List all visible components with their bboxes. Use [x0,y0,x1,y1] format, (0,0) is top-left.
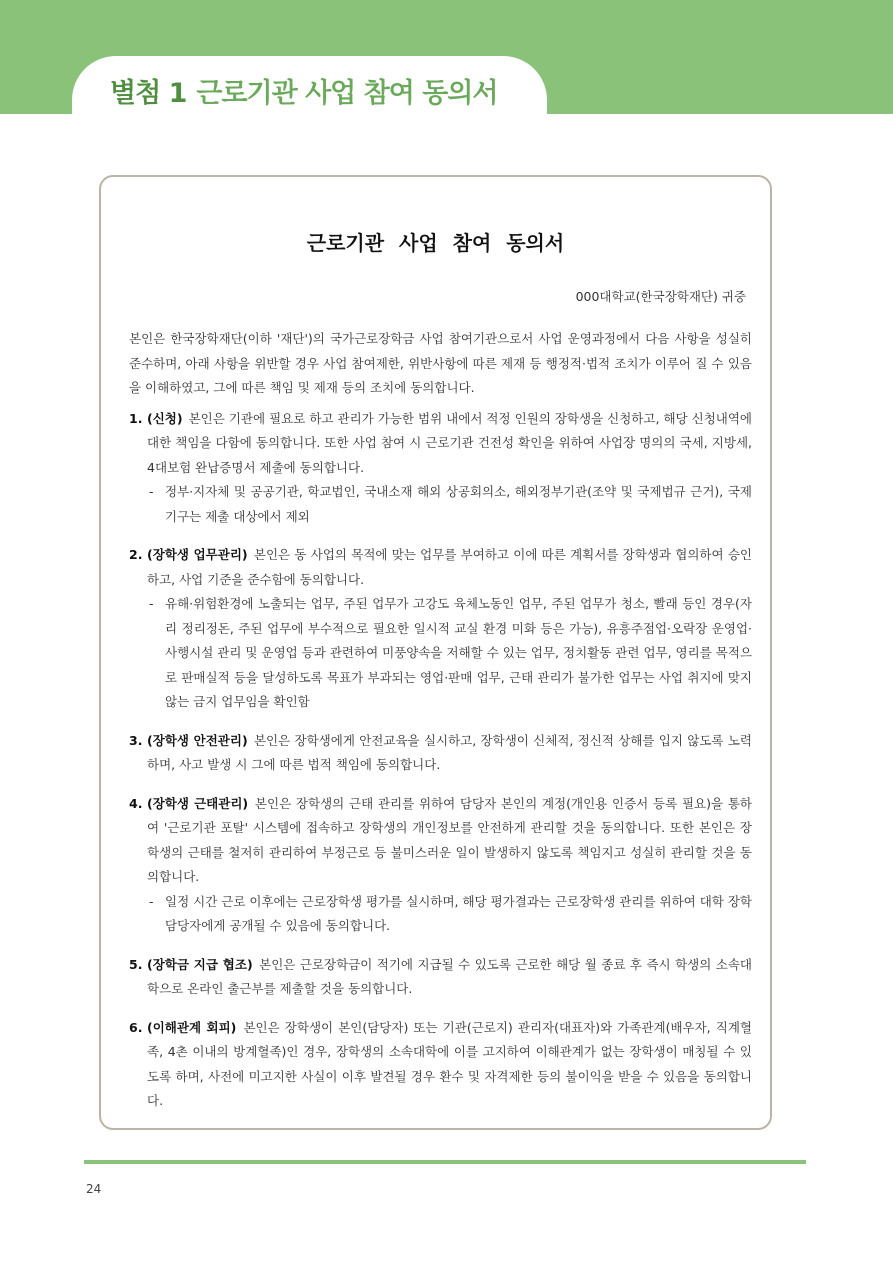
subnote-text: 유해·위험환경에 노출되는 업무, 주된 업무가 고강도 육체노동인 업무, 주된 업무가 청소, 빨래 등인 경우(자리 정리정돈, 주된 업무에 부수적으로 필요한 일시적 교실 환경 미화 등은 가능), 유흥주점업·오락장 운영업·사행시설 관리 및 운영업 등과 관련하여 미풍양속을 저해할 수 있는 업무, 정치활동 관련 업무, 영리를 목적으로 판매실적 등을 달성하도록 목표가 부과되는 영업·판매 업무, 근태 관리가 불가한 업무는 사업 취지에 맞지 않는 금지 업무임을 확인함 [165,596,752,709]
intro-paragraph: 본인은 한국장학재단(이하 '재단')의 국가근로장학금 사업 참여기관으로서 사업 운영과정에서 다음 사항을 성실히 준수하며, 아래 사항을 위반할 경우 사업 참여제한, 위반사항에 따른 제재 등 행정적·법적 조치가 이루어 질 수 있음을 이해하였고, 그에 따른 책임 및 제재 등의 조치에 동의합니다. [129,331,752,395]
clause-text: 본인은 동 사업의 목적에 맞는 업무를 부여하고 이에 따른 계획서를 장학생과 협의하여 승인하고, 사업 기준을 준수함에 동의합니다. [147,547,752,587]
page-number: 24 [86,1182,102,1196]
clause-heading: (신청) [147,410,183,426]
header-label: 별첨 1 [110,78,187,109]
footer-divider [84,1160,806,1164]
clause-text: 본인은 장학생에게 안전교육을 실시하고, 장학생이 신체적, 정신적 상해를 입지 않도록 노력하며, 사고 발생 시 그에 따른 법적 책임에 동의합니다. [147,732,752,772]
document-recipient: 000대학교(한국장학재단) 귀중 [575,289,746,304]
clause-heading: (장학생 근태관리) [147,795,249,811]
dash-marker: - [149,596,154,611]
clause-number: 2. [129,547,143,562]
clause-number: 1. [129,410,143,426]
clause-number: 5. [129,956,143,972]
clause-text: 본인은 장학생의 근태 관리를 위하여 담당자 본인의 계정(개인용 인증서 등록 필요)을 통하여 '근로기관 포탈' 시스템에 접속하고 장학생의 개인정보를 안전하게 관리할 것을 동의합니다. 또한 본인은 장학생의 근태를 철저히 관리하여 부정근로 등 불미스러운 일이 발생하지 않도록 책임지고 성실히 관리할 것을 동의합니다. [147,795,752,884]
consent-form-box [99,175,772,1130]
clause-text: 본인은 장학생이 본인(담당자) 또는 기관(근로지) 관리자(대표자)와 가족관계(배우자, 직계혈족, 4촌 이내의 방계혈족)인 경우, 장학생의 소속대학에 이를 고지하여 이해관계가 없는 장학생이 매칭될 수 있도록 하며, 사전에 미고지한 사실이 이후 발견될 경우 환수 및 자격제한 등의 불이익을 받을 수 있음을 동의합니다. [147,1019,752,1108]
subnote-text: 일정 시간 근로 이후에는 근로장학생 평가를 실시하며, 해당 평가결과는 근로장학생 관리를 위하여 대학 장학담당자에게 공개될 수 있음에 동의합니다. [165,893,752,933]
clause-subnote [147,480,752,529]
header-title: 근로기관 사업 참여 동의서 [196,78,498,109]
clause-application [129,407,752,530]
document-title: 근로기관 사업 참여 동의서 [306,231,565,255]
clause-text: 본인은 근로장학금이 적기에 지급될 수 있도록 근로한 해당 월 종료 후 즉시 학생의 소속대학으로 온라인 출근부를 제출할 것을 동의합니다. [147,956,752,996]
page-header [110,71,497,110]
subnote-text: 정부·지자체 및 공공기관, 학교법인, 국내소재 해외 상공회의소, 해외정부기관(조약 및 국제법규 근거), 국제기구는 제출 대상에서 제외 [165,484,752,524]
clause-number: 3. [129,732,143,748]
clause-attendance-management [129,792,752,939]
clause-heading: (이해관계 회피) [147,1019,237,1035]
clause-subnote [147,890,752,939]
clause-heading: (장학생 안전관리) [147,732,248,748]
clause-text: 본인은 기관에 필요로 하고 관리가 가능한 범위 내에서 적정 인원의 장학생을 신청하고, 해당 신청내역에 대한 책임을 다함에 동의합니다. 또한 사업 참여 시 근로기관 건전성 확인을 위하여 사업장 명의의 국세, 지방세, 4대보험 완납증명서 제출에 동의합니다. [147,410,752,475]
clause-work-management [129,543,752,715]
clause-conflict-of-interest [129,1016,752,1114]
clause-number: 4. [129,795,143,811]
clause-payment-cooperation [129,953,752,1002]
clause-number: 6. [129,1019,143,1035]
dash-marker: - [149,484,154,499]
dash-marker: - [149,893,154,909]
document-content [129,327,752,1128]
clause-subnote [147,592,752,715]
clause-safety-management [129,729,752,778]
clause-heading: (장학생 업무관리) [147,547,248,562]
clause-heading: (장학금 지급 협조) [147,956,253,972]
